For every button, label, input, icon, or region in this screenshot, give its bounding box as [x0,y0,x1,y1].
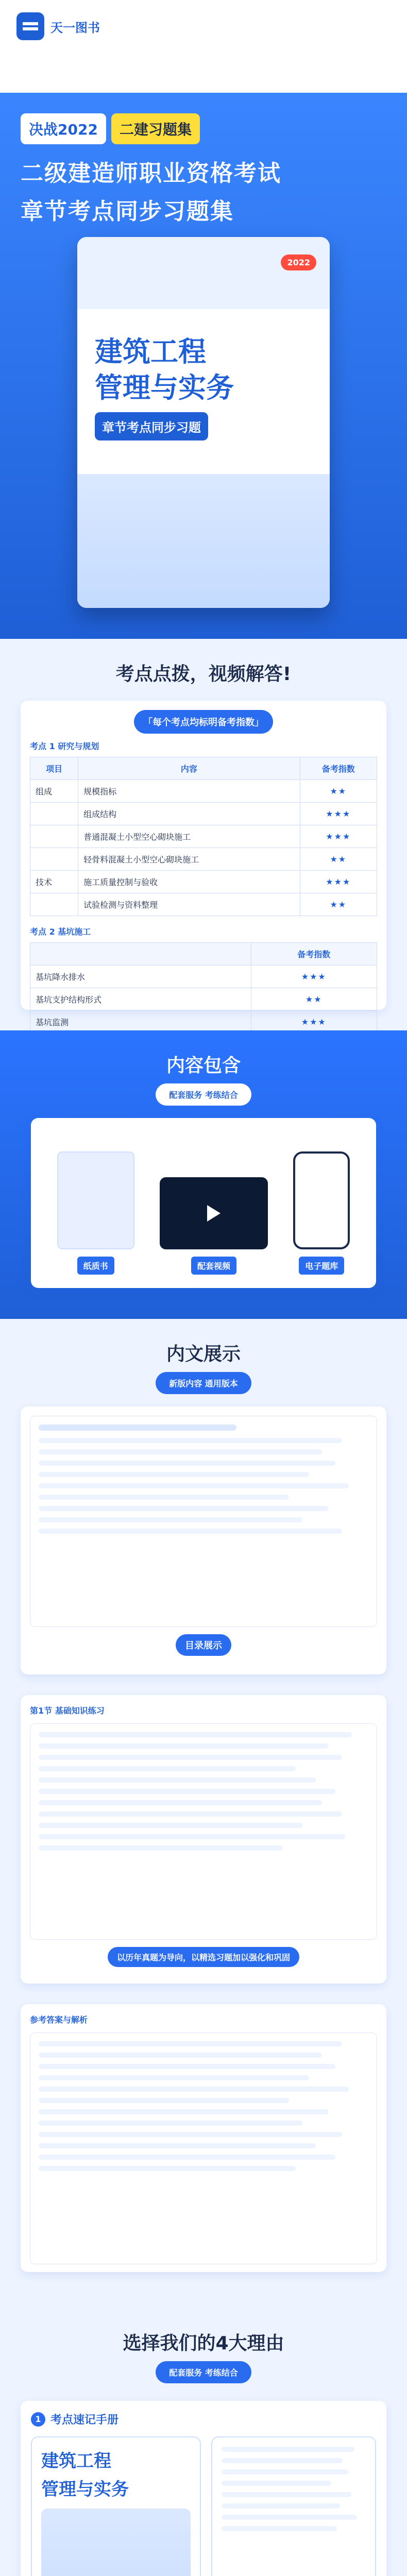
inner-preview-header [0,1340,407,1394]
sub-row: 基坑监测 ★★★ [30,1011,377,1033]
reason-1-title: 考点速记手册 [50,2414,119,2427]
reason-1-header [31,2411,376,2427]
key-points-header [30,710,377,734]
book-title-line2: 管理与实务 [95,371,234,404]
reasons-title: 选择我们的4大理由 [123,2333,284,2354]
hero-section [0,93,407,639]
reason-1-book [31,2436,201,2576]
inner-preview-subtitle: 新版内容 通用版本 [156,1372,251,1394]
inner-preview-section [0,1319,407,2308]
sub-th-empty [30,943,251,965]
key-points-table [30,757,377,916]
book-top-band [77,237,330,309]
book-thumb [57,1151,134,1249]
reason-1-book-title-line2: 管理与实务 [41,2479,129,2500]
reason-1-card [21,2401,386,2576]
table-row: 轻骨料混凝土小型空心砌块施工 ★★ [30,848,377,871]
contents-card [31,1118,376,1288]
qa-title: 第1节 基础知识练习 [30,1706,105,1716]
reason-number-icon: 1 [31,2412,45,2427]
answer-page [30,2032,377,2264]
book-bottom-art [77,474,330,608]
sub-row: 基坑降水排水 ★★★ [30,965,377,988]
video-thumb [160,1177,268,1249]
toc-label: 目录展示 [176,1634,231,1656]
section1-title: 考点点拨，视频解答! [115,664,292,685]
contents-title: 内容包含 [166,1055,241,1076]
phone-thumb [293,1151,350,1249]
contents-subtitle: 配套服务 考练结合 [156,1083,251,1106]
play-icon [207,1205,221,1222]
th-content: 内容 [78,757,300,780]
hero-title [21,155,281,226]
toc-preview [30,1416,377,1627]
contents-item-label: 电子题库 [299,1257,344,1275]
brand-logo [16,12,100,40]
contents-item-book [57,1151,134,1275]
qa-preview-card [21,1695,386,1984]
book-title-line1: 建筑工程 [95,335,206,368]
reasons-section [0,2308,407,2576]
contents-item-video [160,1177,268,1275]
answer-title: 参考答案与解析 [30,2015,88,2025]
reason-1-book-title-line1: 建筑工程 [41,2451,111,2471]
th-index: 备考指数 [300,757,377,780]
table-row: 技术 施工质量控制与验收 ★★★ [30,871,377,893]
qa-page [30,1723,377,1940]
reason-1-book-art [41,2509,191,2576]
hero-tags [21,113,200,144]
table-row: 组成结构 ★★★ [30,803,377,825]
table-caption: 考点 1 研究与规划 [30,741,99,751]
hero-title-line1: 二级建造师职业资格考试 [21,160,281,187]
contents-header [0,1051,407,1106]
table-row: 试验检测与资料整理 ★★ [30,893,377,916]
contents-items [31,1118,376,1288]
book-year-badge: 2022 [281,255,316,270]
qa-label: 以历年真题为导向，以精选习题加以强化和巩固 [108,1947,299,1967]
top-header [0,0,407,93]
sub-row: 基坑支护结构形式 ★★ [30,988,377,1011]
reason-1-pages [211,2436,376,2576]
section1-headline [0,659,407,686]
th-project: 项目 [30,757,78,780]
toc-preview-card [21,1406,386,1674]
hero-tag-left: 决战2022 [21,113,106,144]
reasons-subtitle: 配套服务 考练结合 [156,2361,251,2383]
sub-table-caption: 考点 2 基坑施工 [30,927,91,937]
inner-preview-title: 内文展示 [166,1344,241,1365]
sub-th-index: 备考指数 [251,943,377,965]
hero-tag-right: 二建习题集 [111,113,200,144]
brand-name: 天一图书 [50,20,100,35]
key-points-card [21,701,386,1027]
table-row: 普通混凝土小型空心砌块施工 ★★★ [30,825,377,848]
table-row: 组成 规模指标 ★★ [30,780,377,803]
hero-book-cover [77,237,330,608]
reasons-header [0,2329,407,2383]
book-subtitle: 章节考点同步习题 [95,412,208,440]
key-points-header-pill: 「每个考点均标明备考指数」 [134,710,273,734]
contents-item-label: 纸质书 [77,1257,114,1275]
key-points-section [0,639,407,1030]
contents-included-section [0,1030,407,1319]
hero-title-line2: 章节考点同步习题集 [21,198,234,225]
contents-item-bank [293,1151,350,1275]
contents-item-label: 配套视频 [191,1257,236,1275]
logo-icon [16,12,44,40]
answer-preview-card [21,2004,386,2272]
